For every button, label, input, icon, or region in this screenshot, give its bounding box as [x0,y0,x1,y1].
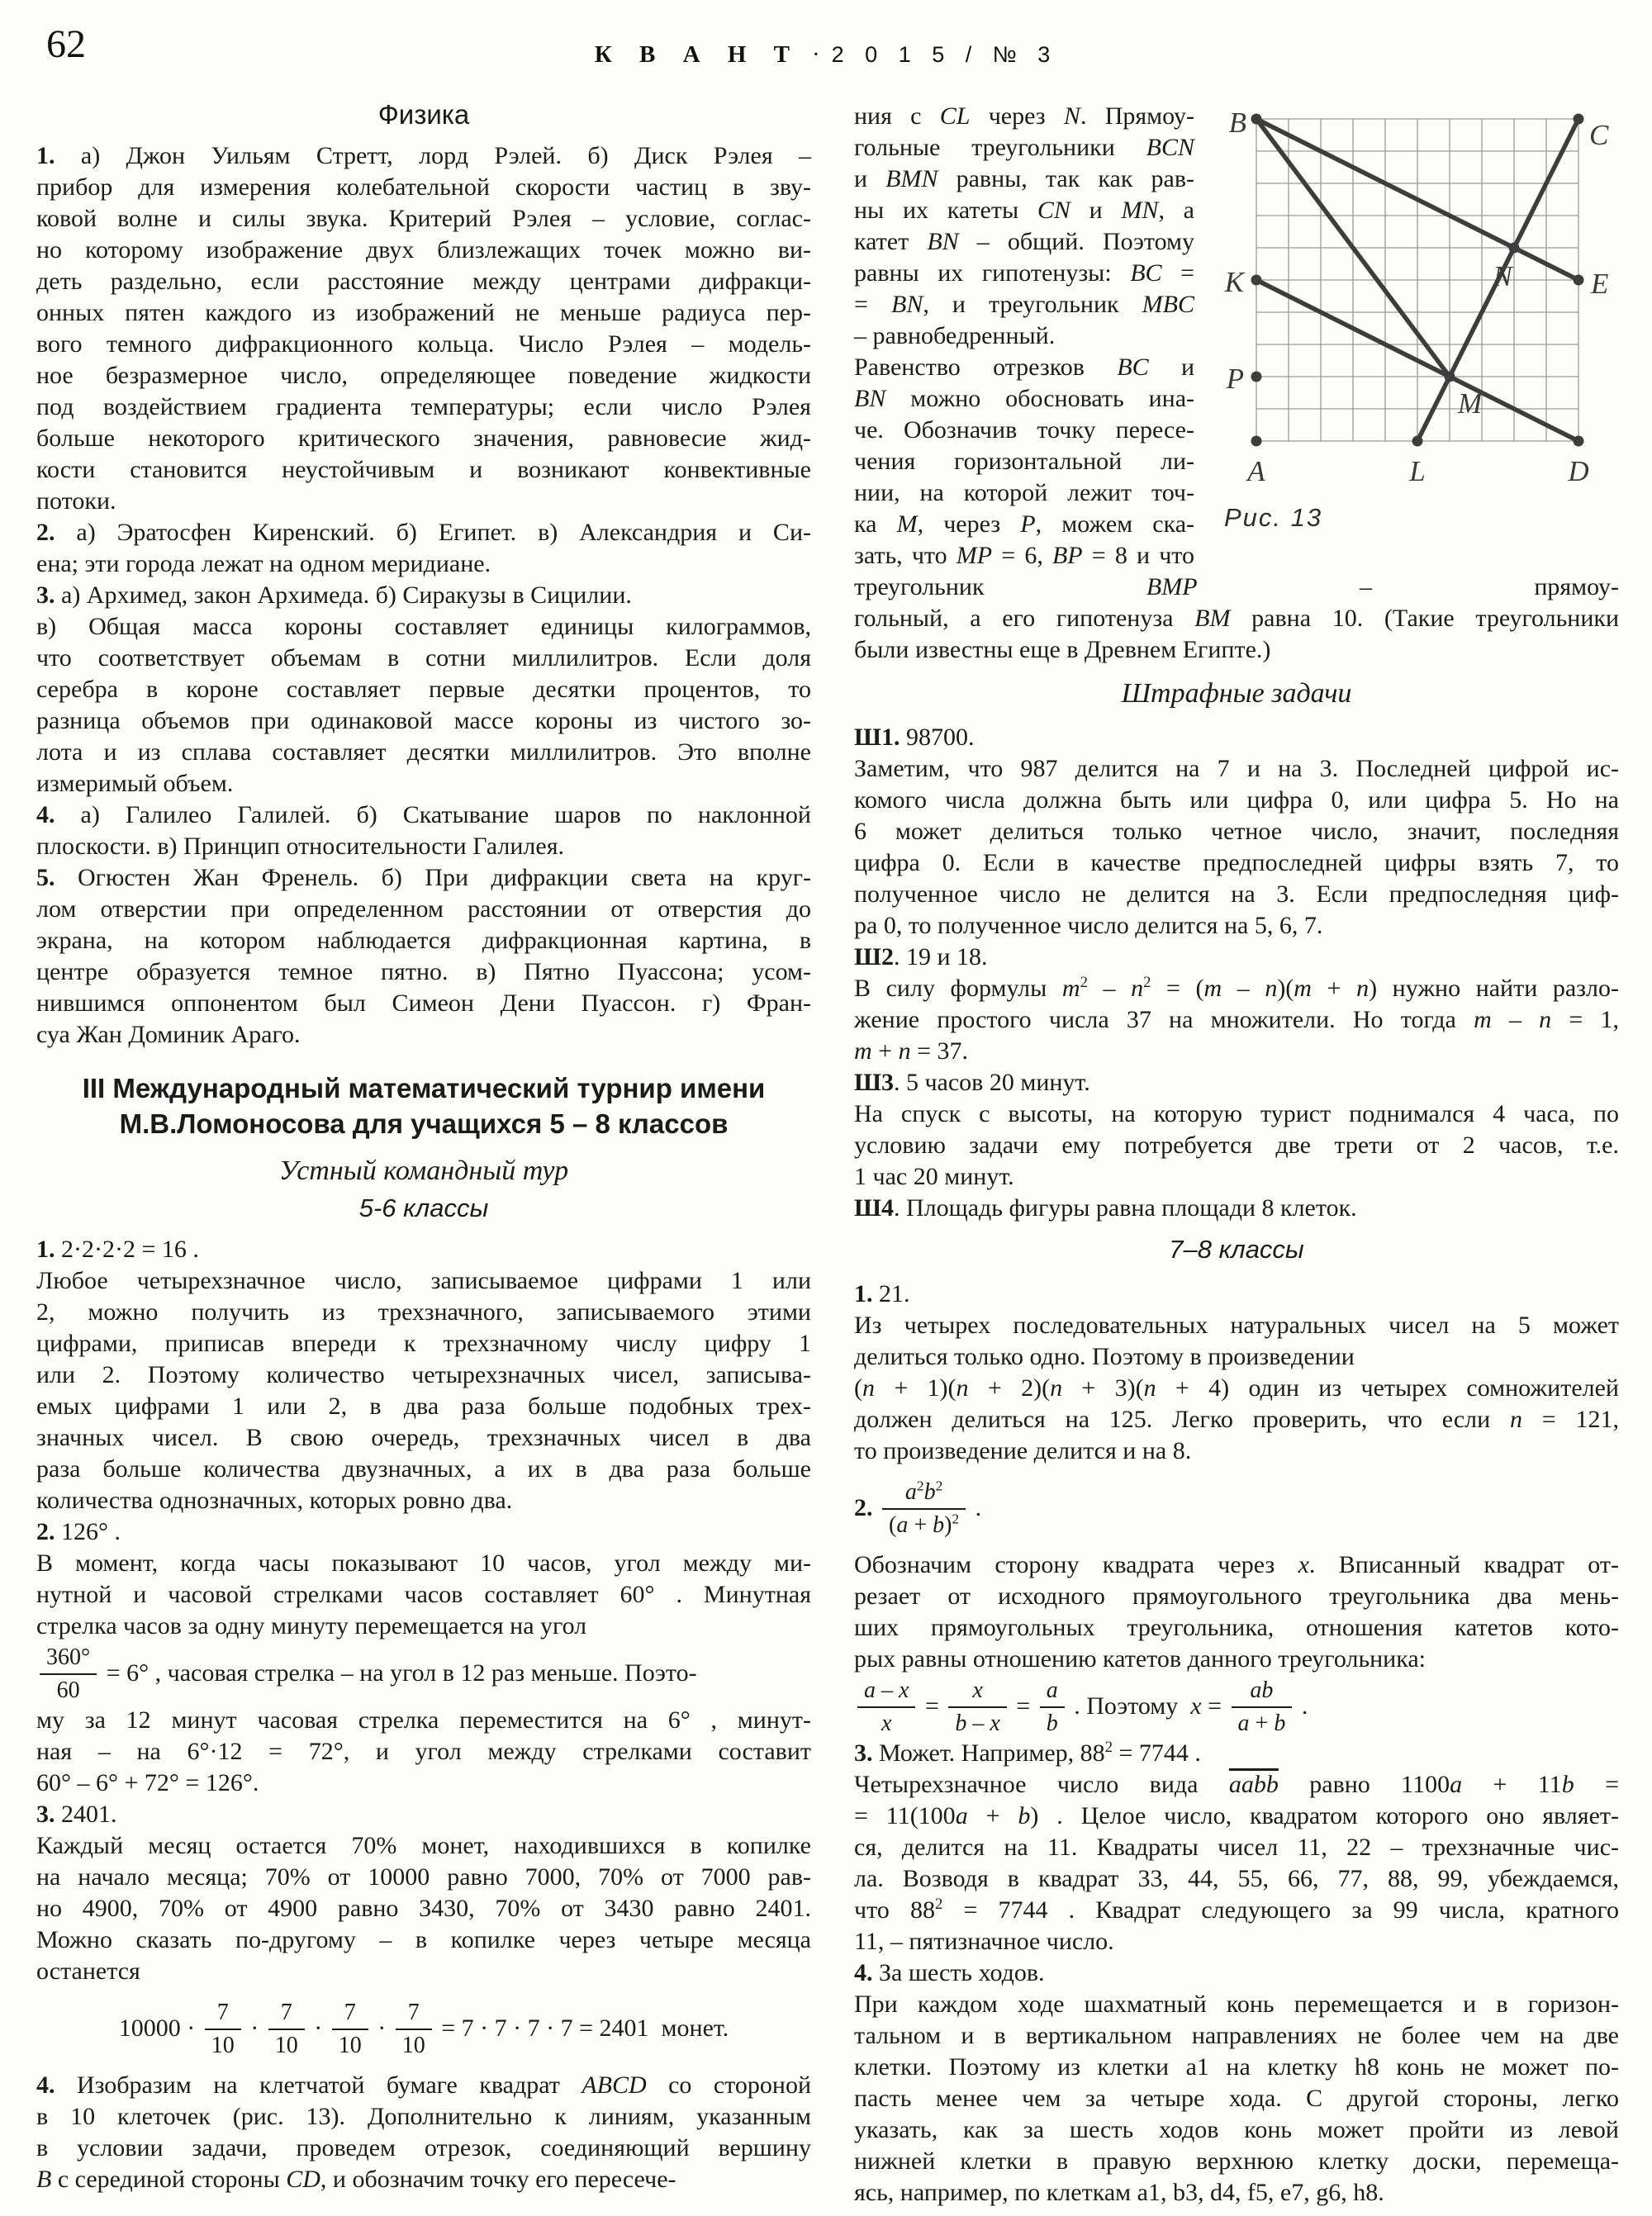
text-line: гольные треугольники BCN [854,134,1194,161]
text-line: но 4900, 70% от 4900 равно 3430, 70% от 3430 равно 2401. [36,1895,811,1922]
text-line: (n + 1)(n + 2)(n + 3)(n + 4) один из четырех сомножителей [854,1374,1619,1402]
text-line: В момент, когда часы показывают 10 часов, угол между ми- [36,1549,811,1577]
text-line: прибор для измерения колебательной скорости частиц в зву- [36,173,811,201]
point-E [1574,275,1584,286]
text-line: Ш3. 5 часов 20 минут. [854,1069,1090,1096]
text-line: ла. Возводя в квадрат 33, 44, 55, 66, 77, 88, 99, убеждаемся, [854,1865,1619,1892]
text-line: измеримый объем. [36,770,234,797]
section-heading: Физика [377,99,470,130]
fraction: 7 10 [205,1998,241,2059]
text-line: кости становится неустойчивым и возникают конвективные [36,456,811,483]
text-line: нутной и часовой стрелками часов составляет 60° . Минутная [36,1581,811,1608]
text-line: 4. Изобразим на клетчатой бумаге квадрат ABCD со стороной [36,2071,811,2099]
text-line: клетки. Поэтому из клетки a1 на клетку h8 конь не может по- [854,2053,1619,2081]
text-line: 11, – пятизначное число. [854,1928,1114,1955]
text-line: в) Общая масса короны составляет единицы килограммов, [36,613,811,640]
right-column [854,101,1619,2209]
figure-13 [1206,102,1619,533]
spacer [854,710,1619,722]
text-line: вого темного дифракционного кольца. Число Рэлея – модель- [36,330,811,358]
text-line: Каждый месяц остается 70% монет, находившихся в копилке [36,1832,811,1859]
text-line: ное безразмерное число, определяющее поведение жидкости [36,362,811,389]
text-line: или 2. Поэтому количество четырехзначных чисел, записыва- [36,1361,811,1388]
text-line: зать, что MP = 6, BP = 8 и что треугольник BMP – прямоу- [854,542,1619,600]
text-line: На спуск с высоты, на которую турист поднимался 4 часа, по [854,1100,1619,1127]
text-line: рых равны отношению катетов данного треугольника: [854,1645,1427,1673]
text-line: Ш2. 19 и 18. [854,943,988,970]
text-line: условию задачи ему потребуется две трети от 2 часов, т.е. [854,1132,1619,1159]
text-line: комого числа должна быть или цифра 0, или цифра 5. Но на [854,786,1619,814]
fraction: $\frac{7}{10}$ [396,1998,432,2059]
text-line: лом отверстии при определенном расстоянии от отверстия до [36,895,811,923]
figure-point-label: B [1228,107,1246,139]
text-line: тальном и в вертикальном направлениях не более чем на две [854,2022,1619,2049]
text-line: 3. Может. Например, $88^2 = 7744$ . [854,1739,1201,1767]
text-line: жение простого числа 37 на множители. Но тогда m – n = 1, [854,1006,1619,1033]
text-line: ся, делится на 11. Квадраты чисел 11, 22 – трехзначные чис- [854,1834,1619,1861]
text-line: количества однозначных, которых ровно два. [36,1487,513,1514]
text-line: 4. За шесть ходов. [854,1959,1045,1986]
text-line: 1. 21. [854,1280,910,1307]
text-line: указать, как за шесть ходов конь может пройти из левой [854,2116,1619,2143]
text-line: 3. а) Архимед, закон Архимеда. б) Сиракузы в Сицилии. [36,581,632,609]
text-line: ших прямоугольных треугольника, отношения катетов кото- [854,1614,1619,1641]
text-line: то произведение делится и на 8. [854,1437,1192,1464]
text-line: нии, на которой лежит точ- [854,479,1194,506]
formula-line: $\frac{360^\circ}{60}$ = 6° , часовая стрелка – на угол в 12 раз меньше. Поэто- [36,1642,811,1705]
text-line: ная – на 6°·12 = 72°, и угол между стрелками составит [36,1738,811,1765]
figure-point-label: P [1226,363,1244,395]
text-line: ена; эти города лежат на одном меридиане. [36,550,491,577]
text-line: в 10 клеточек (рис. 13). Дополнительно к линиям, указанным [36,2103,811,2130]
text-line: делиться только одно. Поэтому в произведении [854,1343,1355,1370]
figure-point-label: D [1568,455,1589,487]
text-line: = BN, и треугольник MBC [854,291,1194,318]
text-line: 2. а) Эратосфен Киренский. б) Египет. в) Александрия и Си- [36,519,811,546]
text-line: суа Жан Доминик Араго. [36,1021,301,1048]
text-line: экрана, на котором наблюдается дифракционная картина, в [36,927,811,954]
text-line: равны их гипотенузы: BC = [854,259,1195,287]
point-P [1251,372,1262,382]
spacer [854,1265,1619,1279]
text-line: Можно сказать по-другому – в копилке через четыре месяца [36,1926,811,1953]
text-line: = 11(100a + b) . Целое число, квадратом которого оно являет- [854,1802,1619,1829]
text-line: ра 0, то полученное число делится на 5, 6, 7. [854,912,1323,939]
text-line: ны их катеты CN и MN, а [854,197,1194,224]
text-line: цифрами, приписав впереди к трехзначному числу цифру 1 [36,1330,811,1357]
section-heading: 7–8 классы [1169,1235,1304,1264]
text-line: в условии задачи, проведем отрезок, соединяющий вершину [36,2134,811,2161]
fraction: $\frac{a}{b}$ [1040,1676,1065,1737]
figure-13-diagram [1206,102,1619,491]
section-heading: 5-6 классы [358,1193,489,1222]
point-B [1251,114,1262,125]
fraction: 7 10 [268,1998,305,2059]
text-line: 1. 2·2·2·2 = 16 . [36,1236,199,1263]
formula-line: 2. $a^2b^2$ $(a + b)^2$ . [854,1478,982,1538]
figure-point-label: M [1458,387,1483,420]
text-line: Заметим, что 987 делится на 7 и на 3. Последней цифрой ис- [854,755,1619,782]
text-line: значных чисел. В свою очередь, трехзначных чисел в два [36,1424,811,1451]
text-line: че. Обозначив точку пересе- [854,416,1194,444]
figure-point-label: C [1589,119,1609,151]
text-line: под воздействием градиента температуры; если число Рэлея [36,393,811,420]
text-line: но которому изображение двух близлежащих точек можно ви- [36,236,811,263]
spacer [854,666,1619,677]
text-line: раза больше количества двузначных, а их в два раза больше [36,1455,811,1483]
fraction: $\frac{a - x}{x}$ [857,1676,915,1737]
text-line: чения горизонтальной ли- [854,448,1194,475]
text-line: ковой волне и силы звука. Критерий Рэлея – условие, соглас- [36,205,811,232]
fraction: $\frac{360^\circ}{60}$ [40,1643,97,1704]
text-line: BN можно обосновать ина- [854,385,1194,412]
point-M [1445,372,1455,382]
text-line: серебра в короне составляет первые десятки процентов, то [36,676,811,703]
text-line: Любое четырехзначное число, записываемое цифрами 1 или [36,1267,811,1294]
spacer [36,1224,811,1234]
formula-line: $\frac{a - x}{x}$ = $\frac{x}{b - x}$ = $\frac{a}{b}$ . Поэтому x = $\frac{ab}{a + b}$ . [854,1675,1619,1738]
fraction: 7 10 [332,1998,368,2059]
text-line: 4. а) Галилео Галилей. б) Скатывание шаров по наклонной [36,801,811,828]
point-L [1412,436,1423,447]
text-line: 60° – 6° + 72° = 126°. [36,1769,259,1796]
text-line: ния с CL через N. Прямоу- [854,102,1194,130]
text-line: Ш1. 98700. [854,724,975,751]
text-line: му за 12 минут часовая стрелка переместится на 6° , минут- [36,1706,811,1734]
fraction: $\frac{x}{b - x}$ [948,1676,1006,1737]
point-C [1574,114,1584,125]
text-line: резает от исходного прямоугольного треугольника два мень- [854,1583,1619,1610]
text-line: разница объемов при одинаковой массе короны из чистого зо- [36,707,811,734]
figure-point-label: N [1493,260,1512,292]
text-line: гольный, а его гипотенуза BM равна 10. (Такие треугольники [854,605,1620,632]
text-line: потоки. [36,487,116,515]
text-line: деть раздельно, если расстояние между центрами дифракци- [36,268,811,295]
text-line: m + n = 37. [854,1037,969,1065]
text-line: ясь, например, по клеткам a1, b3, d4, f5, e7, g6, h8. [854,2179,1384,2206]
journal-title: К В А Н Т [594,41,800,68]
text-line: Равенство отрезков BC и [854,354,1195,381]
text-line: Обозначим сторону квадрата через x. Вписанный квадрат от- [854,1551,1620,1578]
fraction: $\frac{ab}{a + b}$ [1232,1676,1293,1737]
point-D [1574,436,1584,447]
figure-point-label: E [1591,268,1609,300]
spacer [36,1051,811,1070]
text-line: 6 может делиться только четное число, значит, последняя [854,818,1619,845]
text-line: 1. а) Джон Уильям Стретт, лорд Рэлей. б) Диск Рэлея – [36,142,811,169]
text-line: Из четырех последовательных натуральных чисел на 5 может [854,1312,1619,1339]
point-N [1509,243,1520,254]
text-line: и BMN равны, так как рав- [854,165,1194,192]
text-line: больше некоторого критического значения, равновесие жид- [36,425,811,452]
text-line: 2. 126° . [36,1518,121,1545]
formula-line: 10000 · 7 10 · 7 10 · 7 10 · $\frac{7}{10}$ = 7 · 7 · 7 · 7 = 2401 монет. [118,1999,729,2058]
spacer [854,1224,1619,1234]
text-line: что соответствует объемам в сотни миллилитров. Если доля [36,644,811,671]
text-line: цифра 0. Если в качестве предпоследней цифры взять 7, то [854,849,1619,876]
text-line: 2, можно получить из трехзначного, записываемого этими [36,1298,811,1326]
point-K [1251,275,1262,286]
text-line: были известны еще в Древнем Египте.) [854,636,1271,663]
figure-caption: Рис. 13 [1224,503,1323,532]
section-heading: Штрафные задачи [1121,678,1352,709]
section-heading: Устный командный тур [278,1155,569,1186]
fraction: $a^2b^2$ $(a + b)^2$ [882,1478,966,1539]
text-line: что $88^2 = 7744$ . Квадрат следующего за 99 числа, кратного [854,1896,1620,1924]
journal-header [0,41,1652,69]
point-A [1251,436,1262,447]
text-line: пасть менее чем за четыре хода. С другой стороны, легко [854,2085,1619,2112]
text-line: стрелка часов за одну минуту перемещается на угол [36,1612,587,1639]
left-column [36,97,811,2195]
text-line: При каждом ходе шахматный конь перемещается и в горизон- [854,1991,1619,2018]
text-line: В силу формулы $m^2 - n^2 = (m - n)(m + n)$ нужно найти разло- [854,974,1619,1002]
text-line: 3. 2401. [36,1801,117,1828]
spacer [36,1141,811,1155]
section-heading: III Международный математический турнир имени [82,1073,766,1103]
text-line: нижней клетки в правую верхнюю клетку доски, перемеща- [854,2147,1619,2175]
text-line: емых цифрами 1 или 2, в два раза больше подобных трех- [36,1393,811,1420]
text-line: нившимся оппонентом был Симеон Дени Пуассон. г) Фран- [36,989,811,1017]
text-line: онных пятен каждого из изображений не меньше радиуса пер- [36,299,811,326]
text-line: на начало месяца; 70% от 10000 равно 7000, 70% от 7000 рав- [36,1863,811,1891]
text-line: центре образуется темное пятно. в) Пятно Пуассона; усом- [36,958,811,985]
section-heading: М.В.Ломоносова для учащихся 5 – 8 классов [119,1108,729,1139]
text-line: B с серединой стороны CD, и обозначим точку его пересече- [36,2166,676,2193]
header-separator: · [811,41,820,68]
figure-point-label: A [1247,455,1265,487]
text-line: полученное число не делится на 3. Если предпоследняя циф- [854,880,1619,908]
text-line: плоскости. в) Принцип относительности Галилея. [36,833,564,860]
text-line: Ш4. Площадь фигуры равна площади 8 клеток. [854,1194,1357,1222]
text-line: катет BN – общий. Поэтому [854,228,1194,255]
text-line: 1 час 20 минут. [854,1163,1014,1190]
figure-point-label: L [1409,455,1426,487]
text-line: 5. Огюстен Жан Френель. б) При дифракции света на круг- [36,864,811,891]
text-line: – равнобедренный. [854,322,1056,349]
journal-issue: 2 0 1 5 / № 3 [831,42,1058,67]
text-line: должен делиться на 125. Легко проверить, что если n = 121, [854,1406,1620,1433]
text-line: ка M, через P, можем ска- [854,510,1195,538]
text-line: лота и из сплава составляет десятки миллилитров. Это вполне [36,738,811,766]
page-number: 62 [46,22,86,66]
figure-point-label: K [1224,266,1244,298]
text-line: останется [36,1957,140,1985]
text-line: Четырехзначное число вида aabb равно 1100a + 11b = [854,1771,1620,1798]
